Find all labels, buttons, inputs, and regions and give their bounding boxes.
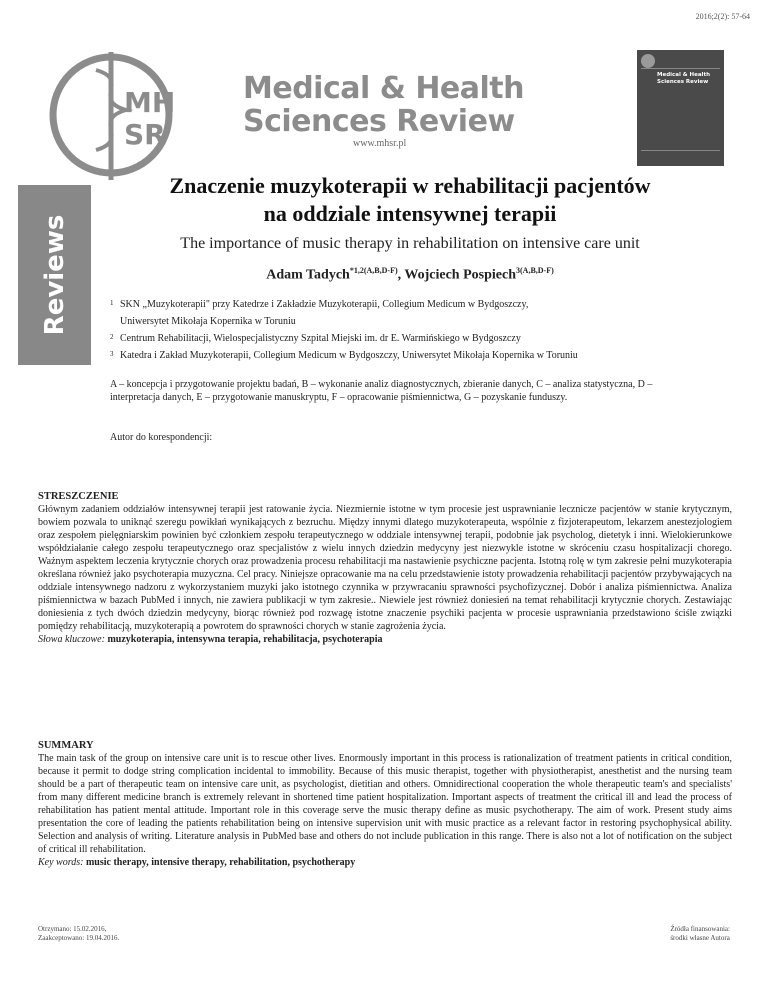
journal-logo <box>36 40 186 190</box>
article-title-en: The importance of music therapy in rehabilitation on intensive care unit <box>180 235 640 252</box>
keywords-en: Key words: music therapy, intensive therapy, rehabilitation, psychotherapy <box>38 857 356 868</box>
author-1-affiliation: *1,2(A,B,D-F) <box>349 266 398 275</box>
abstract-en-heading: SUMMARY <box>38 740 94 751</box>
journal-url[interactable]: www.mhsr.pl <box>353 138 407 149</box>
author-2: Wojciech Pospiech <box>404 267 516 283</box>
abstract-pl <box>38 490 732 646</box>
author-2-affiliation: 3(A,B,D-F) <box>516 266 554 275</box>
svg-text:SR: SR <box>124 118 166 151</box>
svg-text:MH: MH <box>124 86 176 119</box>
keywords-pl: Słowa kluczowe: muzykoterapia, intensywna terapia, rehabilitacja, psychoterapia <box>38 634 383 645</box>
section-label: Reviews <box>39 214 70 336</box>
citation: 2016;2(2): 57-64 <box>695 12 750 21</box>
correspondence: Autor do korespondencji: <box>110 432 213 443</box>
affiliation-item: 3 Katedra i Zakład Muzykoterapii, Collegium Medicum w Bydgoszczy, Uniwersytet Mikołaja Kopernika w Toruniu <box>110 350 578 361</box>
abstract-en <box>38 739 732 869</box>
affiliation-item: Uniwersytet Mikołaja Kopernika w Toruniu <box>120 316 296 327</box>
abstract-en-body: The main task of the group on intensive care unit is to rescue other lives. Enormously important in this process is rationalization of treatment patients in critical condition, because it permit to dodge string complication incidental to immobility. Because of this music therapist, together with physiotherapist, anesthetist and the nursing team should be a part of therapeutic team on intensive care unit, as psychologist, dietitian and others. Omnidirectional cooperation the whole therapeutic team's and specialists' from many different medicine branch is extremely relevant in shortened time patient hospitalization. Important aspects of treatment the critical ill and lead the process of rehabilitation has patient mental attitude. Important role in this coverage serve the music therapy define as music psychotherapy. The aim of work. Present study aims presentation the core of leading the patients rehabilitation being on intensive supervision unit with music practice as a relevant factor in restoring psychophysical ability. Selection and analysis of writing. Literature analysis in PubMed base and others do not include publication in this range. There is also not a lot of notification on the subject of critical ill rehabilitation. <box>38 753 732 855</box>
section-sidebar <box>18 185 91 365</box>
affiliations <box>110 296 710 364</box>
author-1: Adam Tadych <box>266 267 350 283</box>
authors: Adam Tadych$^{*1,2(A,B,D-F)}$, Wojciech Pospiech$^{3(A,B,D-F)}$ <box>266 266 554 283</box>
funding: Źródła finansowania: środki własne Autora <box>670 925 730 942</box>
cover-title: Medical & Health Sciences Review <box>657 72 710 85</box>
author-contributions: A – koncepcja i przygotowanie projektu badań, B – wykonanie analiz diagnostycznych, zbieranie danych, C – analiza statystyczna, D – interpretacja danych, E – przygotowanie manuskryptu, F – opracowanie piśmiennictwa, G – pozyskanie funduszy. <box>110 379 653 403</box>
journal-title-line1: Medical & Health <box>243 71 524 106</box>
journal-title-line2: Sciences Review <box>243 104 515 139</box>
affiliation-item: 2 Centrum Rehabilitacji, Wielospecjalistyczny Szpital Miejski im. dr E. Warmińskiego w Bydgoszczy <box>110 333 521 344</box>
received-dates: Otrzymano: 15.02.2016, Zaakceptowano: 19.04.2016. <box>38 925 120 942</box>
journal-cover-thumbnail <box>637 50 724 166</box>
journal-title <box>243 72 524 138</box>
article-title-pl: Znaczenie muzykoterapii w rehabilitacji pacjentów na oddziale intensywnej terapii <box>169 173 651 226</box>
cover-logo-icon <box>641 54 655 68</box>
affiliation-item: 1 SKN „Muzykoterapii" przy Katedrze i Zakładzie Muzykoterapii, Collegium Medicum w Bydgoszczy, <box>110 299 529 310</box>
abstract-pl-heading: STRESZCZENIE <box>38 491 119 502</box>
abstract-pl-body: Głównym zadaniem oddziałów intensywnej terapii jest ratowanie życia. Niezmiernie istotne w tym procesie jest usprawnianie lecznicze pacjentów w stanie krytycznym, bowiem pozwala to uniknąć szeregu powikłań wynikających z bezruchu. Między innymi dlatego muzykoterapeuta, wspólnie z fizjoterapeutom, lekarzem anestezjologiem oraz zespołem pielęgniarskim powinien być członkiem zespołu terapeutycznego w oddziale intensywnej terapii, podobnie jak psycholog, dietetyk i inni. Wielokierunkowe współdziałanie całego zespołu terapeutycznego oraz specjalistów z wielu innych dziedzin medycyny jest niezwykle istotne w skróceniu czasu hospitalizacji chorego. Ważnym aspektem leczenia krytycznie chorych oraz prowadzenia procesu rehabilitacji ma nastawienie psychiczne pacjenta. Istotną rolę w tym zakresie pełni muzykoterapia określana również jako psychoterapia muzyczna. Cel pracy. Niniejsze opracowanie ma na celu przedstawienie istoty prowadzenia rehabilitacji pacjentów przybywających na oddziale intensywnego nadzoru z wykorzystaniem muzyki jako istotnego czynnika w przywracaniu sprawności psychofizycznej. Dobór i analiza piśmiennictwa. Analiza piśmiennictwa w bazach PubMed i innych, nie zawiera publikacji w tym zakresie.. Niewiele jest również doniesień na temat rehabilitacji krytycznie chorych. Zestawiając doniesienia z tych dwóch dziedzin medycyny, biorąc również pod rozwagę istotne znaczenie psychiki pacjenta w procesie usprawniania przedstawiono ściśle związki pomiędzy rehabilitacją, muzykoterapią a powrotem do sprawności chorych w stanie zagrożenia życia. <box>38 504 732 632</box>
